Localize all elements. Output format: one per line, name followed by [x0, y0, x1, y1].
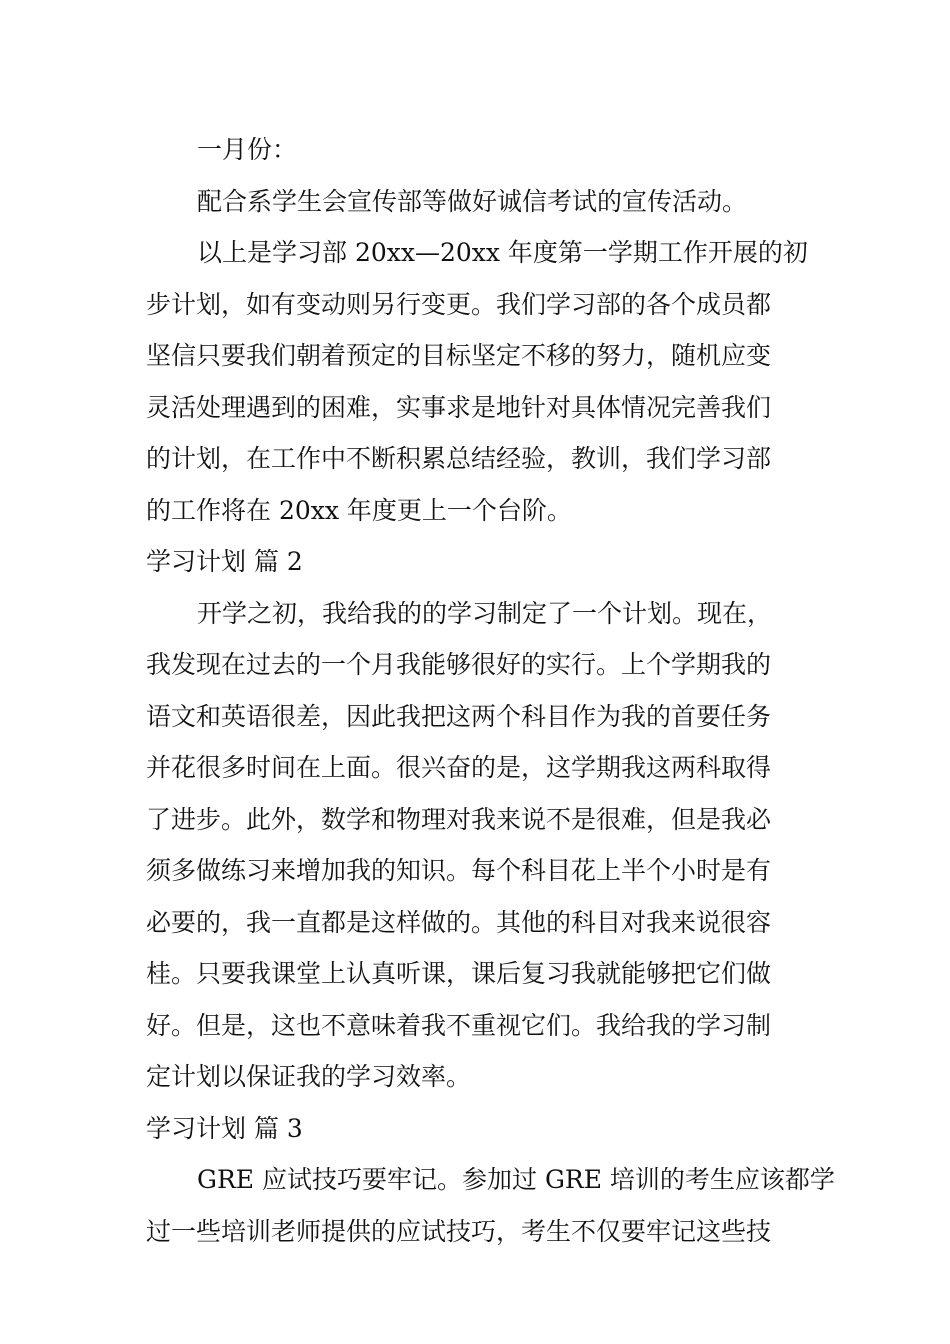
- section-title: 学习计划 篇 3: [146, 1113, 303, 1143]
- paragraph-line: 定计划以保证我的学习效率。: [146, 1062, 472, 1091]
- month-heading: 一月份：: [197, 135, 298, 164]
- paragraph-line: 我发现在过去的一个月我能够很好的实行。上个学期我的: [146, 650, 772, 679]
- paragraph-line: 以上是学习部 20xx—20xx 年度第一学期工作开展的初: [197, 238, 808, 267]
- paragraph-line: 过一些培训老师提供的应试技巧，考生不仅要牢记这些技: [146, 1216, 772, 1246]
- paragraph-line: 并花很多时间在上面。很兴奋的是，这学期我这两科取得: [146, 753, 772, 782]
- summary-paragraph: [146, 227, 808, 536]
- paragraph-line: GRE 应试技巧要牢记。参加过 GRE 培训的考生应该都学: [197, 1165, 835, 1194]
- paragraph-line: 步计划，如有变动则另行变更。我们学习部的各个成员都: [146, 289, 772, 319]
- paragraph-line: 开学之初，我给我的的学习制定了一个计划。现在，: [197, 598, 773, 628]
- paragraph-line: 必要的，我一直都是这样做的。其他的科目对我来说很容: [146, 907, 772, 937]
- paragraph-line: 坚信只要我们朝着预定的目标坚定不移的努力，随机应变: [146, 341, 772, 370]
- paragraph-line: 桂。只要我课堂上认真听课，课后复习我就能够把它们做: [146, 959, 772, 988]
- paragraph-line: 须多做练习来增加我的知识。每个科目花上半个小时是有: [146, 856, 772, 885]
- section-3-paragraph: [146, 1154, 835, 1257]
- section-2-paragraph: [146, 588, 808, 1103]
- paragraph-line: 语文和英语很差，因此我把这两个科目作为我的首要任务: [146, 701, 772, 731]
- month-item: 配合系学生会宣传部等做好诚信考试的宣传活动。: [197, 186, 748, 216]
- section-title: 学习计划 篇 2: [146, 547, 303, 576]
- paragraph-line: 灵活处理遇到的困难，实事求是地针对具体情况完善我们: [146, 392, 772, 422]
- paragraph-line: 好。但是，这也不意味着我不重视它们。我给我的学习制: [146, 1010, 772, 1040]
- paragraph-line: 的计划，在工作中不断积累总结经验，教训，我们学习部: [146, 444, 772, 473]
- paragraph-line: 的工作将在 20xx 年度更上一个台阶。: [146, 495, 572, 525]
- document-body: [146, 124, 835, 1257]
- paragraph-line: 了进步。此外，数学和物理对我来说不是很难，但是我必: [146, 804, 772, 834]
